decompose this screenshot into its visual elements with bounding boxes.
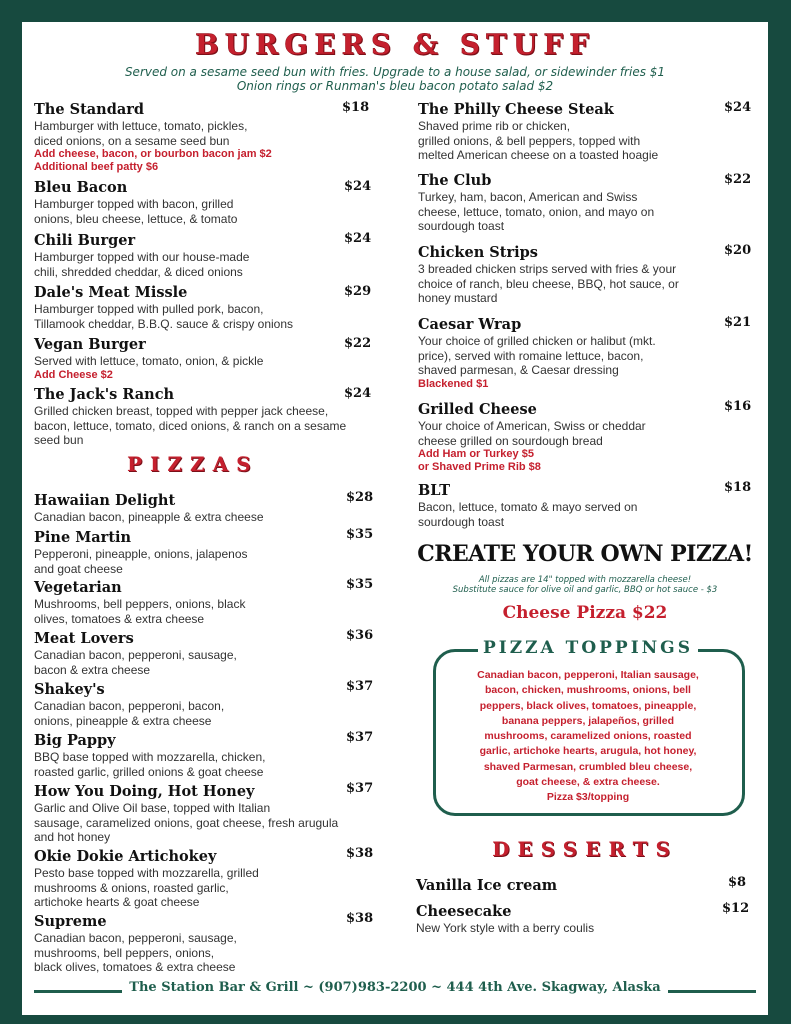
item-price: $37 (346, 730, 374, 745)
item-desc: and hot honey (34, 830, 111, 844)
item-desc: BBQ base topped with mozzarella, chicken, (34, 750, 266, 764)
pizzas-heading: PIZZAS (127, 452, 259, 476)
item-desc: New York style with a berry coulis (416, 921, 595, 935)
item-addon: Blackened $1 (418, 377, 489, 390)
item-desc: Turkey, ham, bacon, American and Swiss (418, 190, 638, 204)
toppings-line: mushrooms, caramelized onions, roasted (484, 730, 692, 743)
create-pizza-notes (410, 575, 760, 595)
item-price: $24 (344, 231, 372, 246)
menu-item-chili-burger (34, 232, 374, 279)
menu-item-grilled-cheese (418, 401, 718, 473)
menu-item-dales-meat-missle (34, 284, 374, 331)
item-addon: Add Cheese $2 (34, 368, 113, 381)
item-desc: Your choice of grilled chicken or halibut (mkt. (418, 334, 656, 348)
subtitle-line-1: Served on a sesame seed bun with fries. Upgrade to a house salad, or sidewinder fries $1 (124, 65, 666, 79)
item-price: $22 (724, 172, 752, 187)
item-name: The Club (418, 172, 492, 189)
menu-item-vanilla-ice-cream (416, 877, 716, 895)
toppings-list (442, 668, 734, 806)
item-name: Meat Lovers (34, 630, 134, 647)
item-price: $38 (346, 911, 374, 926)
menu-item-shakeys (34, 681, 374, 728)
item-desc: Your choice of American, Swiss or cheddar (418, 419, 646, 433)
item-desc: bacon & extra cheese (34, 662, 151, 677)
item-desc: black olives, tomatoes & extra cheese (34, 960, 236, 974)
menu-item-pine-martin (34, 529, 374, 576)
subtitle (22, 65, 768, 93)
menu-item-hawaiian-delight (34, 492, 374, 525)
item-name: Vanilla Ice cream (416, 877, 558, 894)
page-title: BURGERS & STUFF (194, 28, 596, 61)
item-desc: shaved parmesan, & Caesar dressing (418, 363, 619, 377)
toppings-line: Canadian bacon, pepperoni, Italian sausage, (477, 669, 699, 681)
item-desc: honey mustard (418, 291, 498, 305)
item-desc: Mushrooms, bell peppers, onions, black (34, 597, 246, 611)
item-desc: artichoke hearts & goat cheese (34, 895, 200, 909)
create-note-2: Substitute sauce for olive oil and garlic, BBQ or hot sauce - $3 (452, 585, 718, 595)
item-price: $37 (346, 781, 374, 796)
item-price: $20 (724, 243, 752, 258)
item-addon: Additional beef patty $6 (34, 160, 159, 173)
toppings-title: PIZZA TOPPINGS (478, 638, 698, 658)
item-price: $36 (346, 628, 374, 643)
item-desc: bacon, lettuce, tomato, diced onions, & ranch on a sesame (34, 418, 347, 433)
item-addon: Add Ham or Turkey $5 (418, 448, 534, 460)
item-desc: Bacon, lettuce, tomato & mayo served on (418, 500, 638, 514)
menu-item-supreme (34, 913, 374, 975)
footer-rule-right (668, 990, 756, 993)
item-desc: Pesto base topped with mozzarella, grilled (34, 866, 259, 880)
item-price: $29 (344, 284, 372, 299)
item-desc: chili, shredded cheddar, & diced onions (34, 264, 243, 279)
menu-item-okie-dokie-artichokey (34, 848, 374, 910)
item-desc: Hamburger with lettuce, tomato, pickles, (34, 119, 248, 133)
item-desc: grilled onions, & bell peppers, topped with (418, 133, 641, 148)
item-name: Chili Burger (34, 232, 136, 249)
item-desc: melted American cheese on a toasted hoagie (418, 148, 659, 162)
toppings-line: banana peppers, jalapeños, grilled (501, 714, 675, 727)
item-desc: onions, pineapple & extra cheese (34, 713, 212, 728)
item-name: Okie Dokie Artichokey (34, 848, 217, 865)
item-desc: and goat cheese (34, 561, 123, 576)
toppings-price: Pizza $3/topping (546, 791, 630, 804)
item-name: How You Doing, Hot Honey (34, 783, 255, 800)
menu-item-the-club (418, 172, 718, 234)
item-desc: choice of ranch, bleu cheese, BBQ, hot sauce, or (418, 276, 679, 291)
item-price: $21 (724, 315, 752, 330)
item-desc: Tillamook cheddar, B.B.Q. sauce & crispy onions (34, 316, 294, 331)
item-desc: Garlic and Olive Oil base, topped with Italian (34, 801, 271, 815)
menu-item-cheesecake (416, 903, 716, 936)
item-desc: Hamburger topped with pulled pork, bacon, (34, 302, 264, 316)
menu-item-the-standard (34, 101, 374, 173)
item-price: $8 (728, 875, 747, 890)
item-desc: Canadian bacon, pepperoni, sausage, (34, 648, 237, 662)
item-name: Bleu Bacon (34, 179, 128, 196)
item-desc: price), served with romaine lettuce, bacon, (418, 348, 644, 363)
item-desc: sourdough toast (418, 219, 505, 233)
item-desc: 3 breaded chicken strips served with fries & your (418, 262, 677, 276)
toppings-line: bacon, chicken, mushrooms, onions, bell (485, 684, 691, 697)
item-price: $35 (346, 577, 374, 592)
toppings-line: garlic, artichoke hearts, arugula, hot honey, (479, 745, 697, 758)
menu-item-blt (418, 482, 718, 529)
item-name: Dale's Meat Missle (34, 284, 188, 301)
item-desc: Pepperoni, pineapple, onions, jalapenos (34, 547, 248, 561)
toppings-line: shaved Parmesan, crumbled bleu cheese, (483, 760, 693, 773)
item-desc: mushrooms, bell peppers, onions, (34, 945, 215, 960)
item-name: The Jack's Ranch (34, 386, 175, 403)
item-name: Pine Martin (34, 529, 132, 546)
item-desc: Canadian bacon, pineapple & extra cheese (34, 510, 264, 524)
menu-item-vegetarian (34, 579, 374, 626)
item-name: Cheesecake (416, 903, 512, 920)
item-name: Caesar Wrap (418, 316, 522, 333)
desserts-heading: DESSERTS (492, 837, 678, 861)
item-name: Shakey's (34, 681, 105, 698)
item-desc: Shaved prime rib or chicken, (418, 119, 571, 133)
item-name: Chicken Strips (418, 244, 538, 261)
footer-rule-left (34, 990, 122, 993)
item-desc: roasted garlic, grilled onions & goat cheese (34, 764, 264, 779)
item-desc: olives, tomatoes & extra cheese (34, 611, 205, 626)
create-note-1: All pizzas are 14" topped with mozzarella cheese! (478, 575, 692, 585)
menu-item-caesar-wrap (418, 316, 718, 390)
item-name: Vegan Burger (34, 336, 146, 353)
item-desc: sausage, caramelized onions, goat cheese, fresh arugula (34, 815, 339, 830)
item-desc: cheese, lettuce, tomato, onion, and mayo on (418, 204, 655, 219)
menu-item-philly-cheese-steak (418, 101, 718, 163)
item-desc: Canadian bacon, pepperoni, bacon, (34, 699, 225, 713)
menu-page (22, 22, 768, 1015)
item-desc: Served with lettuce, tomato, onion, & pickle (34, 354, 264, 368)
item-price: $18 (342, 100, 370, 115)
item-desc: Grilled chicken breast, topped with pepper jack cheese, (34, 404, 329, 418)
item-desc: Hamburger topped with bacon, grilled (34, 197, 234, 211)
item-desc: mushrooms & onions, roasted garlic, (34, 880, 229, 895)
item-name: Hawaiian Delight (34, 492, 176, 509)
item-price: $12 (722, 901, 750, 916)
menu-item-chicken-strips (418, 244, 718, 306)
item-price: $38 (346, 846, 374, 861)
menu-item-bleu-bacon (34, 179, 374, 226)
menu-item-meat-lovers (34, 630, 374, 677)
item-price: $28 (346, 490, 374, 505)
item-price: $24 (724, 100, 752, 115)
cheese-pizza-price: Cheese Pizza $22 (502, 603, 668, 623)
item-desc: diced onions, on a sesame seed bun (34, 133, 230, 148)
menu-item-the-jacks-ranch (34, 386, 379, 448)
footer-contact: The Station Bar & Grill ~ (907)983-2200 ~ 444 4th Ave. Skagway, Alaska (129, 980, 661, 995)
item-desc: Canadian bacon, pepperoni, sausage, (34, 931, 237, 945)
item-name: Supreme (34, 913, 107, 930)
item-desc: cheese grilled on sourdough bread (418, 433, 603, 448)
item-desc: onions, bleu cheese, lettuce, & tomato (34, 211, 238, 226)
toppings-line: goat cheese, & extra cheese. (516, 776, 660, 789)
item-price: $37 (346, 679, 374, 694)
item-name: BLT (418, 482, 451, 499)
item-name: The Standard (34, 101, 145, 118)
item-name: The Philly Cheese Steak (418, 101, 614, 118)
menu-item-vegan-burger (34, 336, 374, 381)
item-price: $16 (724, 399, 752, 414)
item-price: $22 (344, 336, 372, 351)
menu-item-how-you-doing-hot-honey (34, 783, 379, 845)
subtitle-line-2: Onion rings or Runman's bleu bacon potato salad $2 (236, 79, 554, 93)
item-price: $35 (346, 527, 374, 542)
item-addon: or Shaved Prime Rib $8 (418, 460, 541, 473)
item-desc: Hamburger topped with our house-made (34, 250, 250, 264)
item-desc: sourdough toast (418, 514, 505, 529)
menu-item-big-pappy (34, 732, 374, 779)
item-price: $24 (344, 179, 372, 194)
create-pizza-title: CREATE YOUR OWN PIZZA! (417, 541, 753, 567)
toppings-line: peppers, black olives, tomatoes, pineapple, (479, 699, 697, 712)
item-name: Grilled Cheese (418, 401, 537, 418)
item-price: $24 (344, 386, 372, 401)
item-name: Big Pappy (34, 732, 116, 749)
item-price: $18 (724, 480, 752, 495)
item-addon: Add cheese, bacon, or bourbon bacon jam $2 (34, 148, 272, 160)
item-name: Vegetarian (34, 579, 122, 596)
item-desc: seed bun (34, 433, 84, 447)
